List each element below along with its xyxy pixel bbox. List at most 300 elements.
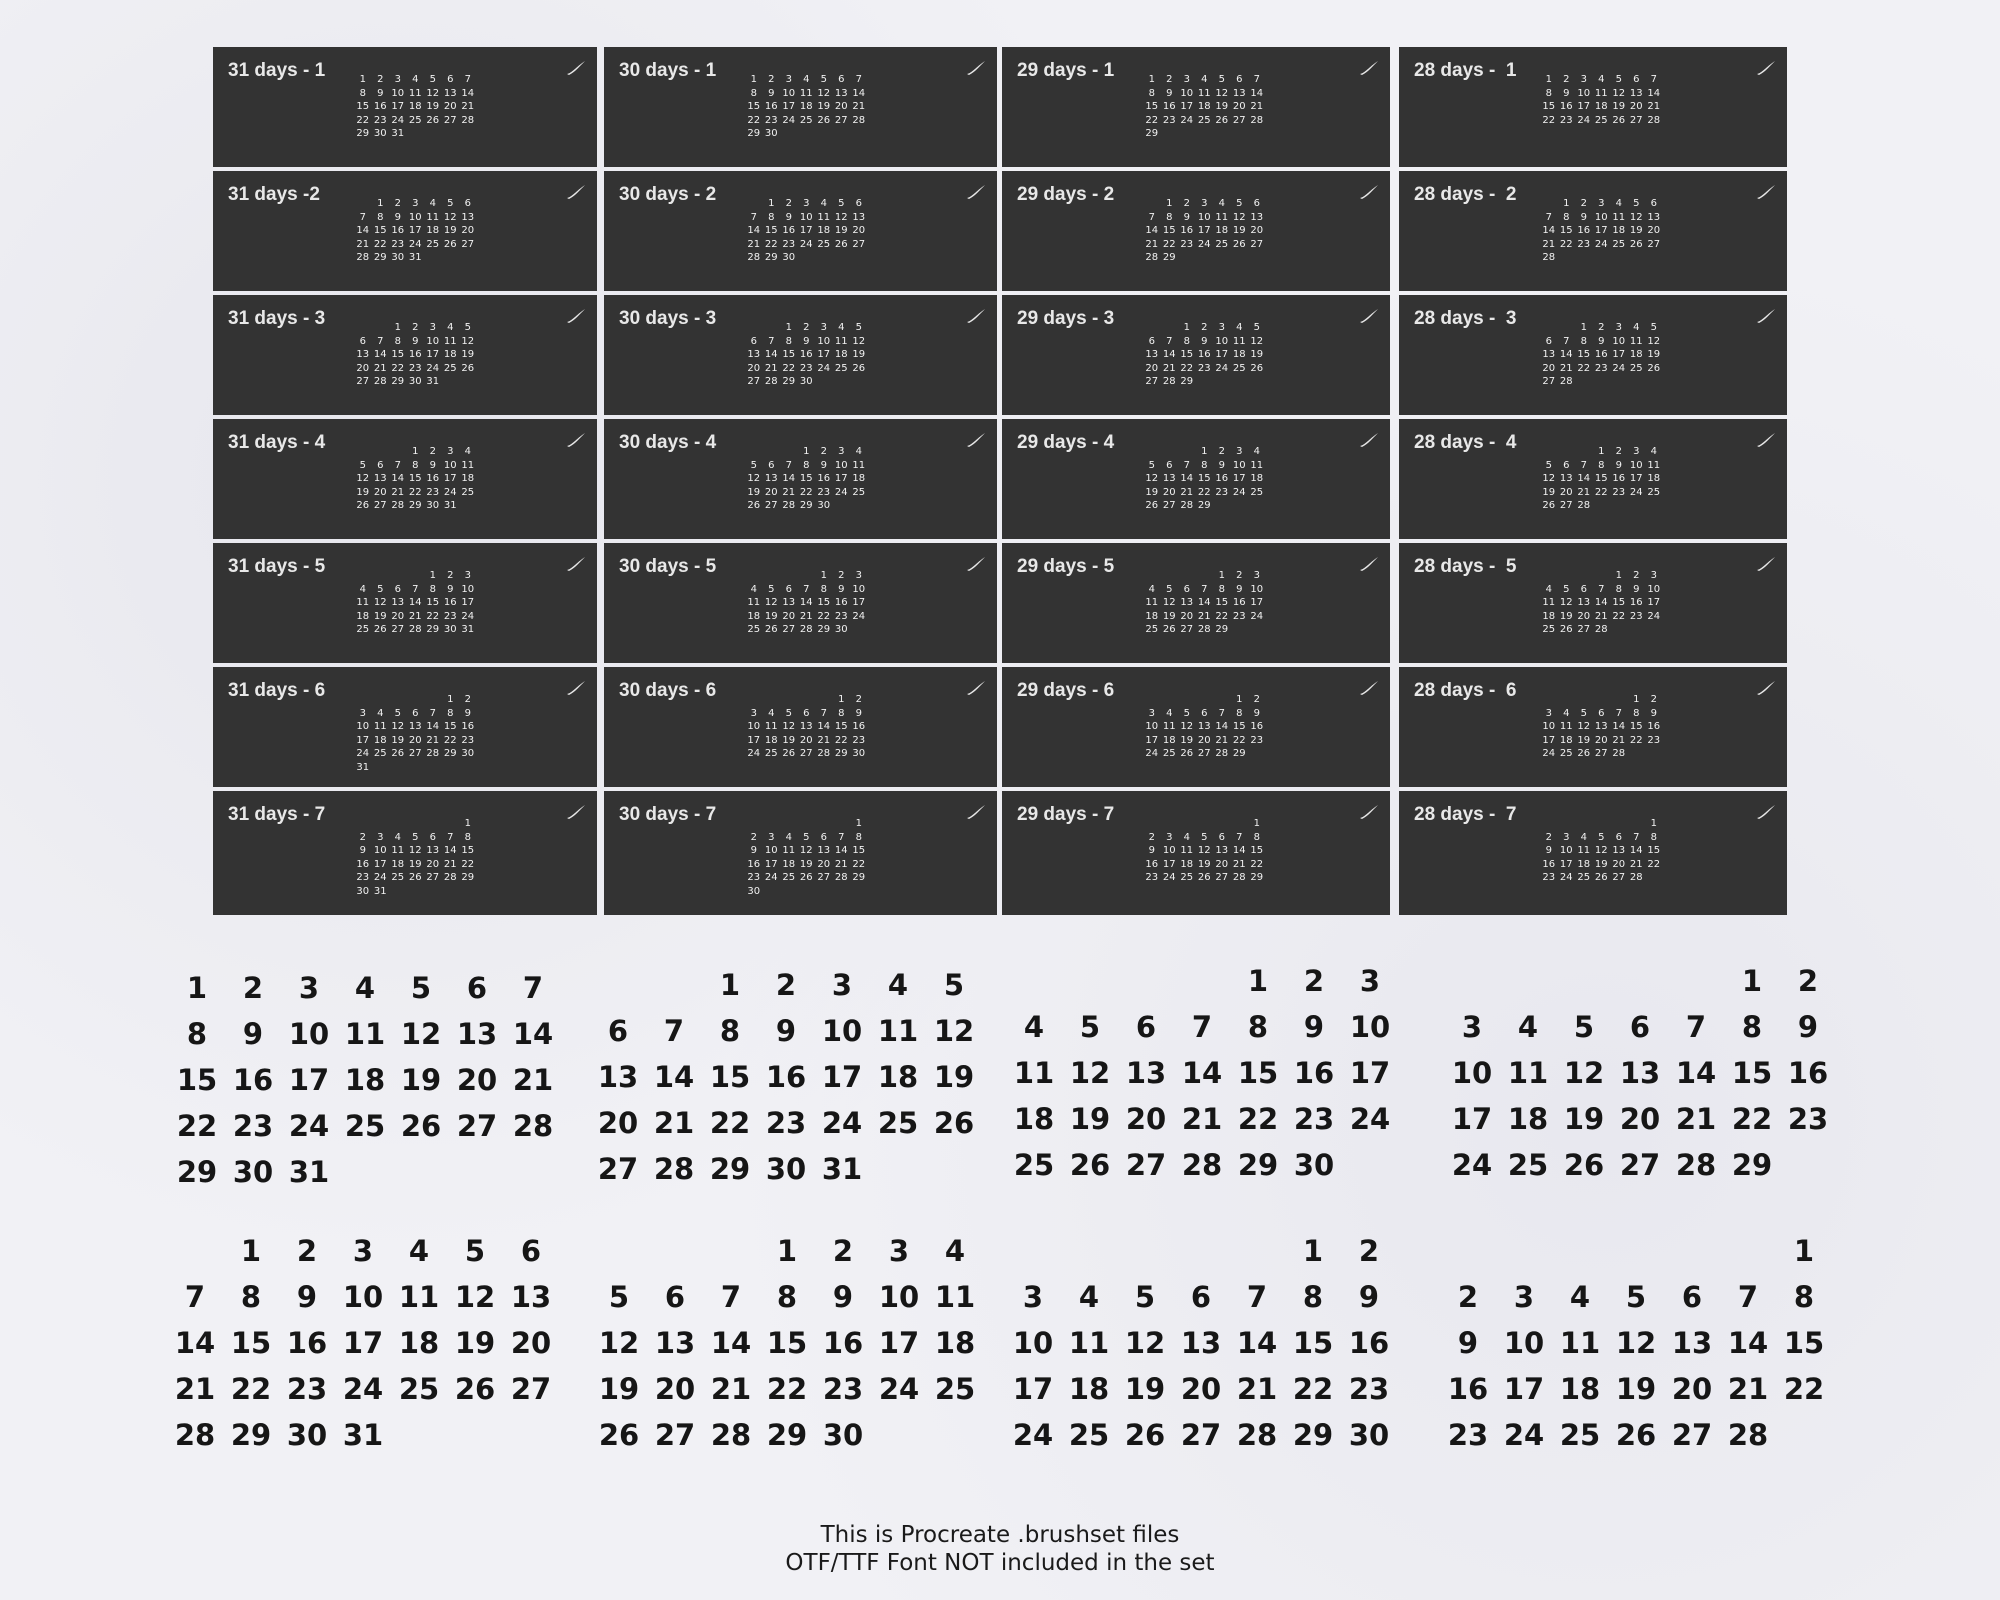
sample-day-number: 4 [354, 971, 376, 1005]
preview-day-number: 4 [768, 707, 775, 719]
preview-day-number: 10 [1647, 583, 1661, 595]
preview-day-number: 19 [1232, 225, 1246, 236]
preview-week-row [1540, 720, 1663, 734]
sample-day-number: 25 [1559, 1418, 1601, 1452]
preview-day-number: 5 [768, 583, 775, 595]
preview-day-number: 22 [817, 610, 831, 622]
brush-stroke-icon [965, 183, 987, 201]
preview-day-number: 25 [1180, 872, 1194, 883]
sample-day-number: 30 [286, 1418, 328, 1452]
sample-day-number: 28 [710, 1418, 752, 1452]
preview-day-number: 22 [1215, 610, 1229, 622]
brush-item[interactable] [604, 791, 997, 915]
preview-day-number: 27 [1542, 376, 1556, 387]
sample-empty-cell [449, 1149, 505, 1195]
preview-week-row [745, 224, 868, 238]
brush-item[interactable] [604, 419, 997, 539]
brush-item[interactable] [213, 543, 597, 663]
sample-day-number: 8 [1247, 1010, 1269, 1044]
sample-day-number: 15 [230, 1326, 272, 1360]
preview-empty-cell [850, 499, 868, 513]
sample-empty-cell [871, 1412, 927, 1458]
brush-preview-calendar [1540, 693, 1663, 761]
sample-week-row [1006, 1004, 1398, 1050]
preview-day-number: 5 [377, 583, 384, 595]
preview-day-number: 24 [1577, 114, 1591, 126]
brush-item[interactable] [213, 171, 597, 291]
sample-day-number: 28 [174, 1418, 216, 1452]
preview-day-number: 25 [426, 238, 440, 250]
brush-item[interactable] [1002, 543, 1390, 663]
preview-week-row [1143, 251, 1266, 265]
sample-day-number: 15 [1292, 1326, 1334, 1360]
preview-day-number: 13 [461, 211, 475, 223]
preview-day-number: 17 [799, 225, 813, 236]
preview-day-number: 26 [373, 624, 387, 635]
preview-day-number: 12 [1612, 87, 1626, 99]
preview-day-number: 25 [1542, 624, 1556, 635]
preview-empty-cell [354, 569, 372, 583]
preview-week-row [1540, 87, 1663, 101]
brush-item[interactable] [604, 667, 997, 787]
preview-day-number: 15 [1250, 845, 1264, 856]
preview-empty-cell [1628, 747, 1646, 761]
preview-day-number: 22 [782, 362, 796, 374]
preview-day-number: 4 [1183, 831, 1190, 843]
preview-day-number: 11 [764, 721, 778, 732]
sample-day-number: 26 [1615, 1418, 1657, 1452]
preview-day-number: 26 [1145, 500, 1159, 511]
preview-empty-cell [1161, 321, 1179, 335]
brush-item[interactable] [213, 667, 597, 787]
preview-day-number: 11 [1232, 335, 1246, 347]
preview-week-row [745, 362, 868, 376]
preview-day-number: 8 [1545, 87, 1552, 99]
preview-day-number: 6 [1218, 831, 1225, 843]
sample-day-number: 23 [232, 1109, 274, 1143]
preview-day-number: 19 [1559, 610, 1573, 622]
brush-name: 30 days - 5 [619, 556, 717, 577]
preview-day-number: 24 [1594, 238, 1608, 250]
preview-day-number: 17 [356, 734, 370, 746]
preview-day-number: 13 [1647, 211, 1661, 223]
preview-day-number: 12 [1577, 721, 1591, 732]
preview-day-number: 22 [1232, 734, 1246, 746]
preview-week-row [745, 472, 868, 486]
preview-day-number: 4 [447, 322, 454, 333]
brush-preview-calendar [354, 321, 477, 389]
preview-day-number: 12 [1162, 597, 1176, 608]
brush-item[interactable] [213, 295, 597, 415]
brush-item[interactable] [1399, 171, 1787, 291]
brush-item[interactable] [604, 295, 997, 415]
preview-empty-cell [763, 569, 781, 583]
preview-day-number: 5 [1580, 707, 1587, 719]
preview-day-number: 24 [817, 362, 831, 374]
preview-day-number: 18 [1629, 349, 1643, 360]
sample-day-number: 18 [934, 1326, 976, 1360]
sample-day-number: 10 [1349, 1010, 1391, 1044]
brush-item[interactable] [1002, 791, 1390, 915]
sample-day-number: 9 [242, 1017, 264, 1051]
preview-week-row [745, 817, 868, 831]
preview-day-number: 19 [1197, 858, 1211, 870]
preview-empty-cell [442, 885, 460, 899]
sample-day-number: 16 [1348, 1326, 1390, 1360]
preview-day-number: 17 [1629, 473, 1643, 484]
preview-week-row [354, 375, 477, 389]
preview-day-number: 23 [1542, 872, 1556, 883]
preview-day-number: 7 [1166, 335, 1173, 347]
preview-empty-cell [1143, 321, 1161, 335]
preview-day-number: 24 [1250, 610, 1264, 622]
preview-day-number: 9 [750, 845, 757, 856]
preview-day-number: 11 [852, 459, 866, 471]
preview-empty-cell [1143, 197, 1161, 211]
sample-day-number: 17 [1012, 1372, 1054, 1406]
preview-day-number: 13 [1180, 597, 1194, 608]
preview-day-number: 20 [1577, 610, 1591, 622]
brush-preview-calendar [1540, 569, 1663, 637]
preview-day-number: 19 [1647, 349, 1661, 360]
preview-day-number: 6 [820, 831, 827, 843]
preview-week-row [745, 885, 868, 899]
preview-week-row [1143, 211, 1266, 225]
preview-week-row [1540, 817, 1663, 831]
brush-item[interactable] [1399, 295, 1787, 415]
preview-day-number: 9 [377, 87, 384, 99]
preview-day-number: 17 [747, 734, 761, 746]
preview-day-number: 6 [429, 831, 436, 843]
brush-item[interactable] [604, 47, 997, 167]
sample-day-number: 25 [398, 1372, 440, 1406]
preview-empty-cell [1143, 817, 1161, 831]
preview-week-row [1540, 583, 1663, 597]
preview-empty-cell [1558, 321, 1576, 335]
preview-day-number: 9 [768, 87, 775, 99]
preview-day-number: 2 [1650, 694, 1657, 705]
preview-day-number: 11 [1629, 335, 1643, 347]
brush-preview-calendar [745, 693, 868, 761]
preview-empty-cell [1645, 871, 1663, 885]
brush-preview-calendar [1143, 197, 1266, 265]
preview-day-number: 18 [852, 473, 866, 484]
brush-item[interactable] [213, 419, 597, 539]
preview-day-number: 14 [1197, 597, 1211, 608]
preview-week-row [354, 362, 477, 376]
preview-day-number: 18 [1559, 734, 1573, 746]
preview-day-number: 11 [782, 845, 796, 856]
sample-empty-cell [393, 1149, 449, 1195]
preview-day-number: 9 [838, 583, 845, 595]
sample-day-number: 25 [934, 1372, 976, 1406]
preview-day-number: 23 [373, 114, 387, 126]
sample-day-number: 19 [454, 1326, 496, 1360]
preview-day-number: 26 [1594, 872, 1608, 883]
preview-week-row [354, 831, 477, 845]
sample-day-number: 27 [597, 1152, 639, 1186]
preview-empty-cell [1610, 693, 1628, 707]
preview-day-number: 14 [782, 473, 796, 484]
sample-day-number: 4 [1569, 1280, 1591, 1314]
preview-empty-cell [1231, 375, 1249, 389]
brush-item[interactable] [1002, 171, 1390, 291]
preview-day-number: 14 [834, 845, 848, 856]
preview-day-number: 15 [1180, 349, 1194, 360]
preview-empty-cell [1628, 251, 1646, 265]
sample-day-number: 7 [1685, 1010, 1707, 1044]
preview-day-number: 28 [373, 376, 387, 387]
preview-day-number: 19 [426, 101, 440, 112]
sample-day-number: 3 [1359, 964, 1381, 998]
preview-day-number: 3 [394, 74, 401, 85]
brush-name: 28 days - 4 [1414, 432, 1517, 453]
brush-item[interactable] [1399, 791, 1787, 915]
brush-item[interactable] [604, 543, 997, 663]
sample-empty-cell [1444, 958, 1500, 1004]
preview-day-number: 26 [1250, 362, 1264, 374]
sample-day-number: 10 [1451, 1056, 1493, 1090]
brush-item[interactable] [1399, 667, 1787, 787]
preview-day-number: 9 [1236, 583, 1243, 595]
sample-day-number: 2 [775, 968, 797, 1002]
brush-item[interactable] [1002, 667, 1390, 787]
brush-item[interactable] [1002, 419, 1390, 539]
preview-day-number: 7 [838, 831, 845, 843]
preview-day-number: 6 [447, 74, 454, 85]
brush-item[interactable] [213, 47, 597, 167]
sample-day-number: 24 [1012, 1418, 1054, 1452]
preview-day-number: 16 [426, 473, 440, 484]
preview-day-number: 15 [1145, 101, 1159, 112]
preview-day-number: 21 [1145, 238, 1159, 250]
preview-day-number: 6 [803, 707, 810, 719]
preview-week-row [354, 87, 477, 101]
preview-day-number: 19 [782, 734, 796, 746]
preview-day-number: 21 [391, 486, 405, 498]
preview-day-number: 12 [391, 721, 405, 732]
preview-day-number: 10 [1594, 211, 1608, 223]
preview-day-number: 3 [377, 831, 384, 843]
sample-day-number: 17 [878, 1326, 920, 1360]
preview-day-number: 9 [429, 459, 436, 471]
brush-name: 29 days - 4 [1017, 432, 1115, 453]
preview-day-number: 8 [447, 707, 454, 719]
preview-day-number: 19 [1145, 486, 1159, 498]
sample-day-number: 8 [1793, 1280, 1815, 1314]
preview-day-number: 24 [782, 114, 796, 126]
preview-day-number: 29 [852, 872, 866, 883]
sample-day-number: 7 [522, 971, 544, 1005]
preview-day-number: 2 [1580, 198, 1587, 209]
preview-day-number: 17 [1612, 349, 1626, 360]
preview-day-number: 22 [408, 486, 422, 498]
footer-line-2: OTF/TTF Font NOT included in the set [785, 1550, 1215, 1576]
sample-day-number: 2 [1797, 964, 1819, 998]
preview-day-number: 13 [391, 597, 405, 608]
preview-day-number: 4 [412, 74, 419, 85]
preview-day-number: 16 [1162, 101, 1176, 112]
preview-day-number: 11 [356, 597, 370, 608]
preview-empty-cell [1610, 251, 1628, 265]
brush-item[interactable] [1399, 47, 1787, 167]
preview-day-number: 27 [1162, 500, 1176, 511]
preview-day-number: 22 [1542, 114, 1556, 126]
preview-day-number: 24 [1162, 872, 1176, 883]
preview-day-number: 25 [1232, 362, 1246, 374]
sample-empty-cell [703, 1228, 759, 1274]
preview-day-number: 14 [356, 225, 370, 236]
sample-empty-cell [337, 1149, 393, 1195]
sample-day-number: 23 [1293, 1102, 1335, 1136]
brush-preview-calendar [354, 197, 477, 265]
preview-day-number: 11 [834, 335, 848, 347]
sample-day-number: 20 [597, 1106, 639, 1140]
brush-item[interactable] [1399, 419, 1787, 539]
preview-day-number: 10 [834, 459, 848, 471]
preview-day-number: 26 [408, 872, 422, 883]
preview-day-number: 26 [1542, 500, 1556, 511]
preview-day-number: 23 [1145, 872, 1159, 883]
preview-week-row [354, 761, 477, 775]
sample-empty-cell [1608, 1228, 1664, 1274]
brush-preview-calendar [354, 817, 477, 898]
preview-day-number: 31 [356, 761, 370, 773]
preview-day-number: 26 [1162, 624, 1176, 635]
preview-empty-cell [1575, 569, 1593, 583]
brush-item[interactable] [1002, 47, 1390, 167]
preview-day-number: 26 [1629, 238, 1643, 250]
preview-empty-cell [1231, 623, 1249, 637]
sample-day-number: 9 [1797, 1010, 1819, 1044]
preview-day-number: 9 [1218, 459, 1225, 471]
preview-week-row [354, 610, 477, 624]
preview-day-number: 3 [1201, 198, 1208, 209]
preview-day-number: 24 [1542, 748, 1556, 759]
sample-week-row [1444, 958, 1836, 1004]
preview-empty-cell [1575, 445, 1593, 459]
preview-week-row [745, 211, 868, 225]
preview-day-number: 12 [764, 597, 778, 608]
preview-day-number: 7 [1563, 335, 1570, 347]
preview-day-number: 12 [1215, 87, 1229, 99]
preview-day-number: 12 [443, 211, 457, 223]
preview-day-number: 10 [1629, 459, 1643, 471]
sample-day-number: 21 [1181, 1102, 1223, 1136]
sample-day-number: 29 [766, 1418, 808, 1452]
preview-day-number: 17 [1559, 858, 1573, 870]
brush-item[interactable] [1399, 543, 1787, 663]
preview-empty-cell [763, 693, 781, 707]
brush-stroke-icon [1755, 431, 1777, 449]
preview-empty-cell [1178, 445, 1196, 459]
sample-day-number: 2 [242, 971, 264, 1005]
preview-empty-cell [1213, 817, 1231, 831]
preview-empty-cell [780, 127, 798, 141]
preview-day-number: 25 [461, 486, 475, 498]
preview-week-row [1143, 472, 1266, 486]
sample-day-number: 9 [1358, 1280, 1380, 1314]
brush-stroke-icon [1358, 555, 1380, 573]
preview-day-number: 15 [1612, 597, 1626, 608]
preview-day-number: 29 [817, 624, 831, 635]
preview-day-number: 20 [373, 486, 387, 498]
sample-day-number: 14 [1236, 1326, 1278, 1360]
sample-week-row [1444, 1050, 1836, 1096]
preview-day-number: 13 [799, 721, 813, 732]
brush-preview-calendar [745, 445, 868, 513]
preview-empty-cell [424, 761, 442, 775]
sample-day-number: 7 [1191, 1010, 1213, 1044]
sample-week-row [591, 1274, 983, 1320]
preview-day-number: 6 [1201, 707, 1208, 719]
preview-day-number: 16 [373, 101, 387, 112]
brush-item[interactable] [1002, 295, 1390, 415]
preview-day-number: 10 [356, 721, 370, 732]
preview-day-number: 27 [1577, 624, 1591, 635]
brush-stroke-icon [1358, 679, 1380, 697]
preview-day-number: 9 [855, 707, 862, 719]
preview-day-number: 7 [377, 335, 384, 347]
preview-day-number: 6 [1580, 583, 1587, 595]
preview-day-number: 23 [852, 734, 866, 746]
preview-empty-cell [407, 569, 425, 583]
preview-day-number: 2 [1633, 570, 1640, 581]
sample-day-number: 29 [230, 1418, 272, 1452]
preview-empty-cell [442, 375, 460, 389]
preview-day-number: 16 [1577, 225, 1591, 236]
preview-empty-cell [798, 693, 816, 707]
preview-day-number: 21 [747, 238, 761, 250]
preview-day-number: 7 [1650, 74, 1657, 85]
preview-empty-cell [1540, 445, 1558, 459]
preview-week-row [745, 87, 868, 101]
preview-day-number: 26 [1215, 114, 1229, 126]
brush-item[interactable] [604, 171, 997, 291]
preview-day-number: 12 [799, 845, 813, 856]
preview-empty-cell [833, 251, 851, 265]
preview-day-number: 3 [412, 198, 419, 209]
preview-day-number: 1 [1615, 570, 1622, 581]
preview-day-number: 5 [464, 322, 471, 333]
preview-day-number: 8 [1183, 335, 1190, 347]
preview-day-number: 21 [1647, 101, 1661, 112]
brush-stroke-icon [1755, 679, 1777, 697]
preview-week-row [1143, 720, 1266, 734]
preview-week-row [1143, 499, 1266, 513]
preview-empty-cell [1213, 127, 1231, 141]
preview-empty-cell [1231, 251, 1249, 265]
preview-day-number: 12 [782, 721, 796, 732]
sample-week-row [167, 1366, 559, 1412]
preview-day-number: 5 [1615, 74, 1622, 85]
preview-empty-cell [850, 375, 868, 389]
preview-day-number: 11 [391, 845, 405, 856]
preview-week-row [745, 197, 868, 211]
brush-item[interactable] [213, 791, 597, 915]
sample-week-row [1006, 1050, 1398, 1096]
preview-day-number: 27 [1215, 872, 1229, 883]
preview-day-number: 13 [1629, 87, 1643, 99]
preview-day-number: 1 [359, 74, 366, 85]
sample-day-number: 19 [933, 1060, 975, 1094]
preview-empty-cell [459, 885, 477, 899]
preview-day-number: 25 [817, 238, 831, 250]
preview-week-row [1540, 73, 1663, 87]
preview-day-number: 3 [1253, 570, 1260, 581]
preview-day-number: 4 [1166, 707, 1173, 719]
preview-day-number: 1 [1580, 322, 1587, 333]
